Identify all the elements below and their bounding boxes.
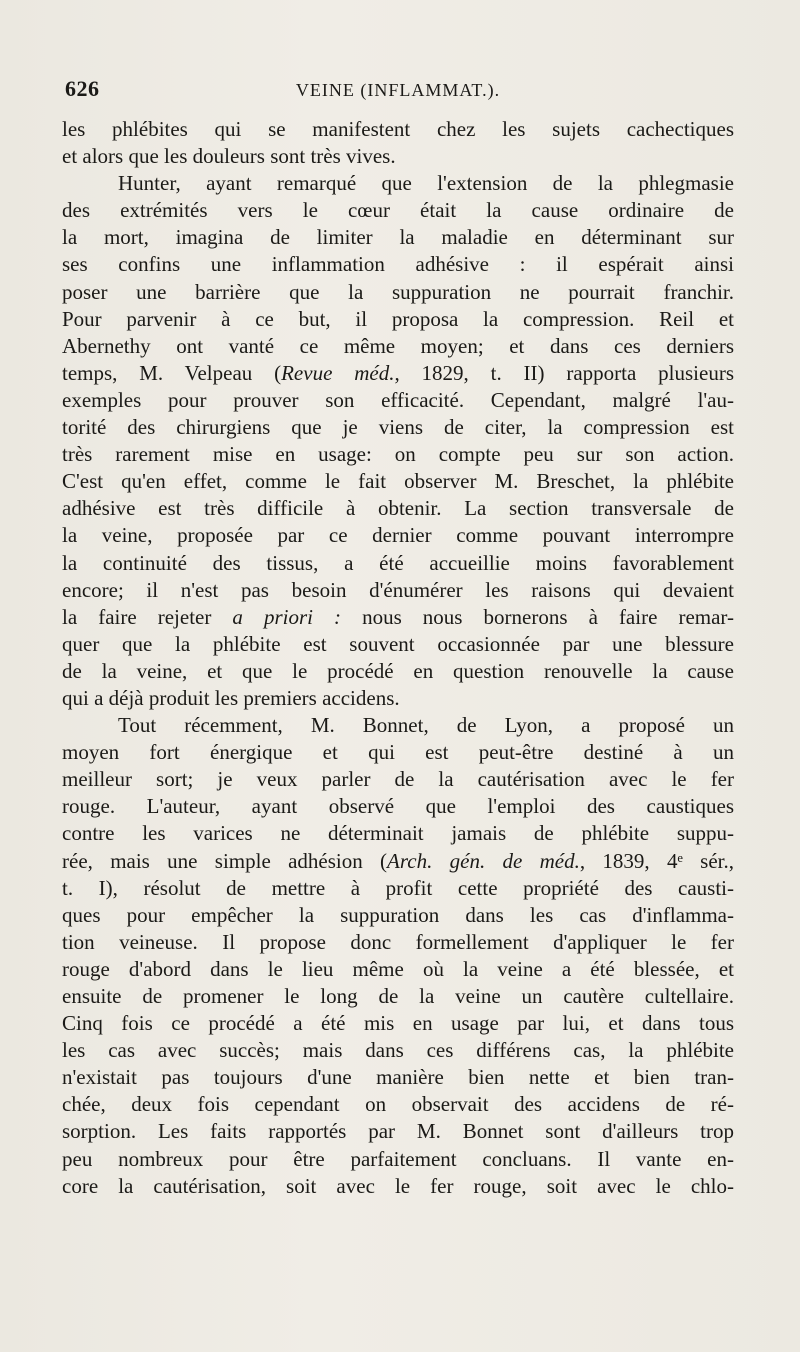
line-segment: rée, mais une simple adhésion ( (62, 848, 388, 873)
text-line: contre les varices ne déterminait jamais de phlébite suppu- (62, 821, 734, 846)
text-line: C'est qu'en effet, comme le fait observer M. Breschet, la phlébite (62, 469, 734, 494)
text-line: t. I), résolut de mettre à profit cette propriété des causti- (62, 875, 734, 900)
running-head (62, 80, 734, 101)
text-line: la continuité des tissus, a été accueillie moins favorablement (62, 550, 734, 575)
italic-reference: Arch. gén. de méd. (387, 848, 580, 873)
text-line: meilleur sort; je veux parler de la cautérisation avec le fer (62, 767, 734, 792)
text-line (62, 604, 734, 631)
text-line: n'existait pas toujours d'une manière bien nette et bien tran- (62, 1065, 734, 1090)
text-line (62, 848, 734, 875)
text-line: Tout récemment, M. Bonnet, de Lyon, a proposé un (118, 713, 734, 738)
text-line: quer que la phlébite est souvent occasionnée par une blessure (62, 631, 734, 656)
line-segment: temps, M. Velpeau ( (62, 360, 282, 385)
text-line: ses confins une inflammation adhésive : il espérait ainsi (62, 252, 734, 277)
text-line: les phlébites qui se manifestent chez les sujets cachectiques (62, 117, 734, 141)
body-text (62, 116, 734, 1200)
text-line: poser une barrière que la suppuration ne pourrait franchir. (62, 279, 734, 304)
text-line (62, 360, 734, 387)
text-line: chée, deux fois cependant on observait des accidens de ré- (62, 1092, 734, 1117)
text-line: de la veine, et que le procédé en question renouvelle la cause (62, 658, 734, 683)
text-line: très rarement mise en usage: on compte peu sur son action. (62, 442, 734, 467)
text-line: sorption. Les faits rapportés par M. Bonnet sont d'ailleurs trop (62, 1119, 734, 1144)
line-segment: , 1829, t. II) rapporta plusieurs (394, 360, 734, 385)
text-line: Abernethy ont vanté ce même moyen; et dans ces derniers (62, 333, 734, 358)
text-line: Hunter, ayant remarqué que l'extension de la phlegmasie (118, 171, 734, 196)
text-line: qui a déjà produit les premiers accidens. (62, 685, 400, 710)
text-line: ques pour empêcher la suppuration dans les cas d'inflamma- (62, 902, 734, 927)
text-line: rouge. L'auteur, ayant observé que l'emploi des caustiques (62, 794, 734, 819)
text-line: des extrémités vers le cœur était la cause ordinaire de (62, 198, 734, 223)
line-segment: nous nous bornerons à faire remar- (341, 604, 734, 629)
running-head-main: VEINE (295, 80, 355, 100)
text-line: les cas avec succès; mais dans ces différens cas, la phlébite (62, 1038, 734, 1063)
text-line: exemples pour prouver son efficacité. Cependant, malgré l'au- (62, 387, 734, 412)
italic-reference: a priori : (232, 604, 342, 629)
text-line: adhésive est très difficile à obtenir. La section transversale de (62, 496, 734, 521)
italic-reference: Revue méd. (281, 360, 395, 385)
text-line: la veine, proposée par ce dernier comme pouvant interrompre (62, 523, 734, 548)
text-line: torité des chirurgiens que je viens de citer, la compression est (62, 415, 734, 440)
line-segment: la faire rejeter (62, 604, 233, 629)
text-line: et alors que les douleurs sont très vives. (62, 144, 396, 169)
page-number: 626 (65, 76, 100, 101)
page-header (62, 76, 734, 110)
text-line: encore; il n'est pas besoin d'énumérer les raisons qui devaient (62, 577, 734, 602)
text-line: moyen fort énergique et qui est peut-être destiné à un (62, 740, 734, 765)
text-line: Pour parvenir à ce but, il proposa la compression. Reil et (62, 306, 734, 331)
text-line: ensuite de promener le long de la veine un cautère cultellaire. (62, 984, 734, 1008)
text-line: rouge d'abord dans le lieu même où la veine a été blessée, et (62, 956, 734, 981)
line-segment: , 1839, 4ᵉ sér., (579, 848, 734, 873)
text-line: peu nombreux pour être parfaitement concluans. Il vante en- (62, 1146, 734, 1171)
text-line: tion veineuse. Il propose donc formellement d'appliquer le fer (62, 929, 734, 954)
running-head-paren: (INFLAMMAT.). (360, 80, 501, 100)
text-line: Cinq fois ce procédé a été mis en usage par lui, et dans tous (62, 1011, 734, 1036)
text-line: core la cautérisation, soit avec le fer rouge, soit avec le chlo- (62, 1173, 734, 1198)
text-line: la mort, imagina de limiter la maladie en déterminant sur (62, 225, 734, 250)
